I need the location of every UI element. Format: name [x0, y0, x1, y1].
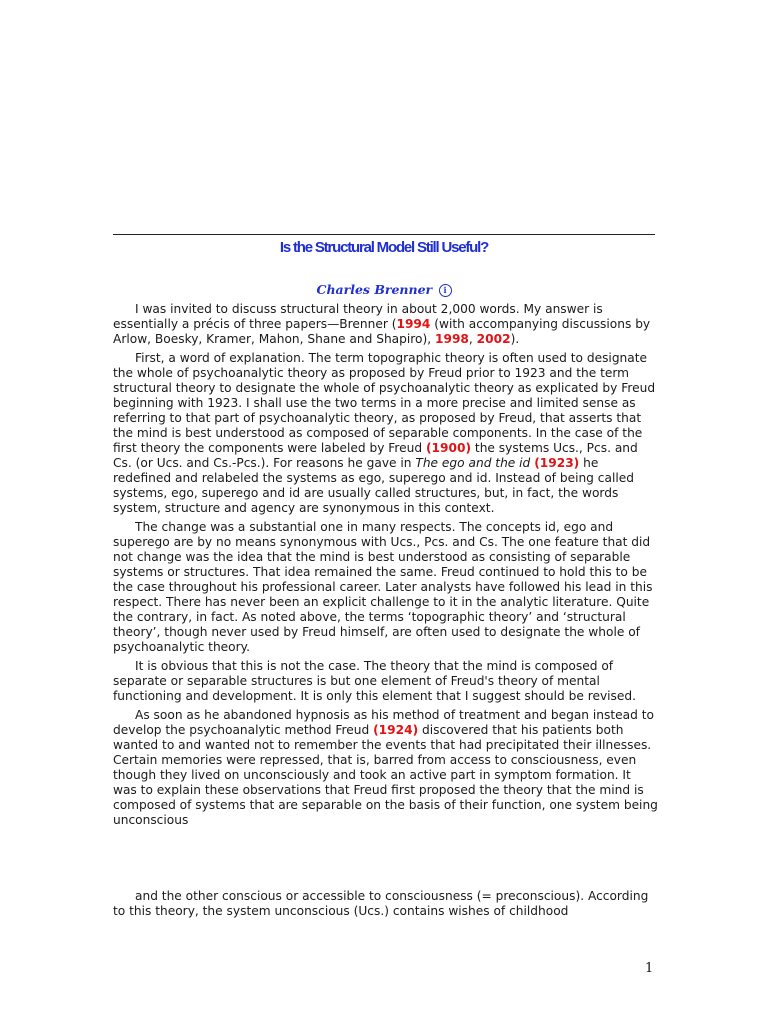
reference-link[interactable]: (1924) [373, 723, 419, 737]
reference-link[interactable]: 2002 [476, 332, 511, 346]
article-body [113, 302, 658, 832]
article-title: Is the Structural Model Still Useful? [279, 239, 489, 256]
author-name[interactable]: Charles Brenner [316, 282, 433, 297]
paragraph-1: I was invited to discuss structural theory in about 2,000 words. My answer is essentially a précis of three papers—Brenner (1994 (with accompanying discussions by Arlow, Boesky, Kramer, Mahon, Shane and Shapiro), 1998, 2002). [113, 302, 651, 346]
paragraph-2: First, a word of explanation. The term topographic theory is often used to designate the whole of psychoanalytic theory as proposed by Freud prior to 1923 and the term structural theory to designate the whole of psychoanalytic theory as explicated by Freud beginning with 1923. I shall use the two terms in a more precise and limited sense as referring to that part of psychoanalytic theory, as proposed by Freud, that asserts that the mind is best understood as composed of separable components. In the case of the first theory the components were labeled by Freud (1900) the systems Ucs., Pcs. and Cs. (or Ucs. and Cs.-Pcs.). For reasons he gave in The ego and the id (1923) he redefined and relabeled the systems as ego, superego and id. Instead of being called systems, ego, superego and id are usually called structures, but, in fact, the words system, structure and agency are synonymous in this context. [113, 351, 656, 515]
header-rule [113, 234, 655, 235]
author-line [113, 281, 655, 299]
paragraph-5: As soon as he abandoned hypnosis as his method of treatment and began instead to develop the psychoanalytic method Freud (1924) discovered that his patients both wanted to and wanted not to remember the events that had precipitated their illnesses. Certain memories were repressed, that is, barred from access to consciousness, even though they lived on unconsciously and took an active part in symptom formation. It was to explain these observations that Freud first proposed the theory that the mind is composed of systems that are separable on the basis of their function, one system being unconscious [113, 708, 658, 827]
book-title: The ego and the id [415, 456, 531, 470]
reference-link[interactable]: 1998 [434, 332, 469, 346]
reference-link[interactable]: 1994 [396, 317, 431, 331]
paragraph-4: It is obvious that this is not the case. The theory that the mind is composed of separate or separable structures is but one element of Freud's theory of mental functioning and development. It is only this element that I suggest should be revised. [113, 659, 637, 703]
paragraph-3: The change was a substantial one in many respects. The concepts id, ego and superego are by no means synonymous with Ucs., Pcs. and Cs. The one feature that did not change was the idea that the mind is best understood as consisting of separable systems or structures. That idea remained the same. Freud continued to hold this to be the case throughout his professional career. Later analysts have followed his lead in this respect. There has never been an explicit challenge to it in the analytic literature. Quite the contrary, in fact. As noted above, the terms ‘topographic theory’ and ‘structural theory’, though never used by Freud himself, are often used to designate the whole of psychoanalytic theory. [113, 520, 653, 654]
info-icon[interactable]: i [439, 284, 452, 297]
reference-link[interactable]: (1900) [425, 441, 472, 455]
article-body-continued [113, 889, 658, 919]
page-number: 1 [645, 961, 654, 976]
reference-link[interactable]: (1923) [534, 456, 580, 470]
paragraph-6: and the other conscious or accessible to consciousness (= preconscious). According to this theory, the system unconscious (Ucs.) contains wishes of childhood [113, 889, 649, 918]
